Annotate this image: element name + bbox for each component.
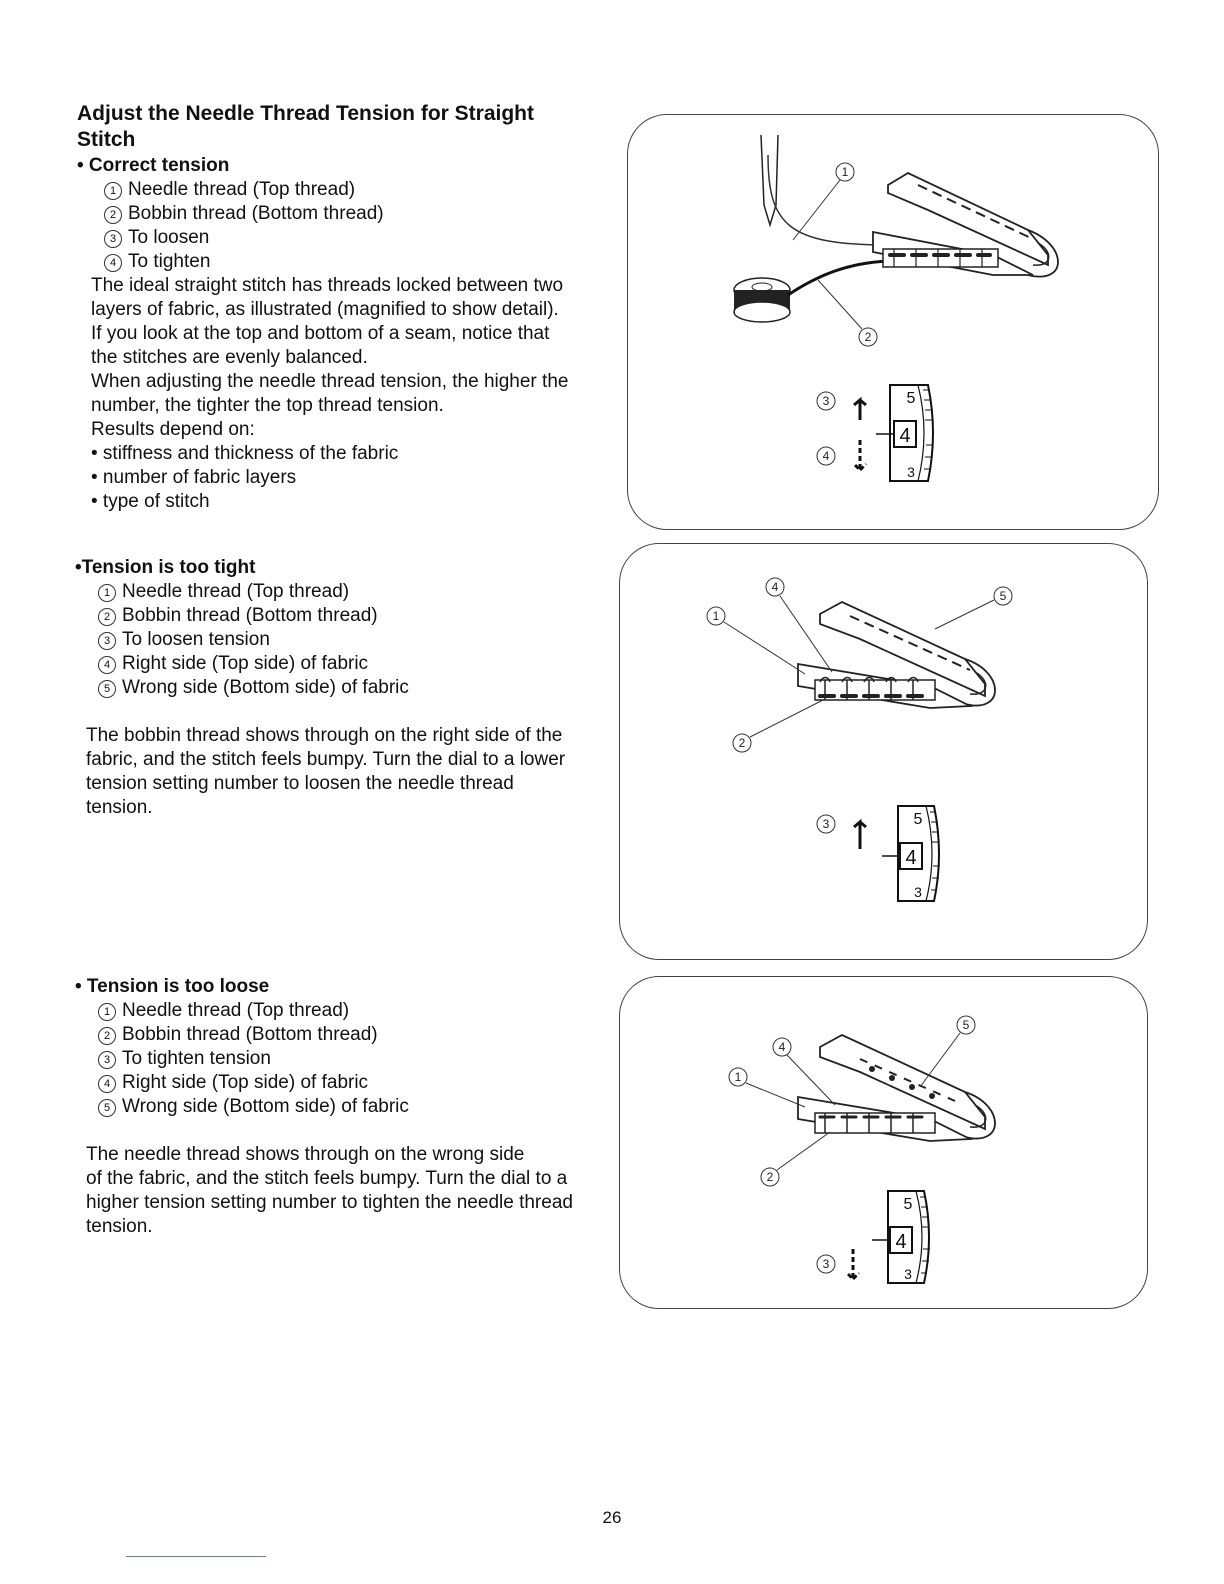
- list-item-label: To loosen: [128, 227, 210, 248]
- section-heading-too-tight: •Tension is too tight: [75, 557, 256, 578]
- section-heading-correct-tension: • Correct tension: [77, 155, 230, 176]
- callout-number: 4: [98, 656, 116, 674]
- list-item: [104, 202, 384, 226]
- page-title: Adjust the Needle Thread Tension for Straight Stitch: [77, 102, 534, 151]
- list-item-label: Needle thread (Top thread): [128, 179, 356, 200]
- list-item-label: To loosen tension: [122, 629, 270, 650]
- body-line: Results depend on:: [91, 419, 255, 440]
- body-line: of the fabric, and the stitch feels bumpy. Turn the dial to a: [86, 1168, 568, 1189]
- list-item-label: Bobbin thread (Bottom thread): [128, 203, 384, 224]
- callout-number: 2: [98, 1027, 116, 1045]
- callout-number: 3: [98, 632, 116, 650]
- callout-number: 4: [98, 1075, 116, 1093]
- dial-number-upper: 5: [903, 1196, 913, 1213]
- callout-number: 4: [104, 254, 122, 272]
- list-item: [104, 178, 355, 202]
- list-item-label: Wrong side (Bottom side) of fabric: [122, 677, 409, 698]
- body-line: higher tension setting number to tighten the needle thread: [86, 1192, 573, 1213]
- body-line: layers of fabric, as illustrated (magnified to show detail).: [91, 299, 559, 320]
- callout-2-label: 2: [864, 330, 872, 344]
- list-item: [98, 1047, 271, 1071]
- callout-5-label: 5: [962, 1018, 970, 1032]
- callout-number: 5: [98, 680, 116, 698]
- callout-number: 1: [104, 182, 122, 200]
- body-line: When adjusting the needle thread tension, the higher the: [91, 371, 569, 392]
- list-item: [98, 628, 270, 652]
- list-item-label: Wrong side (Bottom side) of fabric: [122, 1096, 409, 1117]
- callout-number: 3: [98, 1051, 116, 1069]
- dial-number-upper: 5: [913, 811, 923, 828]
- callout-number: 1: [98, 584, 116, 602]
- callout-2-label: 2: [738, 736, 746, 750]
- bullet-item: • type of stitch: [91, 491, 210, 512]
- dial-number-lower: 3: [914, 884, 922, 900]
- body-line: The bobbin thread shows through on the right side of the: [86, 725, 563, 746]
- callout-1-label: 1: [841, 165, 849, 179]
- bullet-item: • number of fabric layers: [91, 467, 297, 488]
- figure-correct-tension: [627, 114, 1159, 530]
- tighten-arrow-icon: [854, 440, 866, 470]
- body-line: The ideal straight stitch has threads locked between two: [91, 275, 564, 296]
- loosen-arrow-icon: [854, 400, 866, 420]
- callout-number: 2: [104, 206, 122, 224]
- correct-tension-illustration: [628, 115, 1158, 529]
- body-line: tension setting number to loosen the needle thread: [86, 773, 514, 794]
- body-line: fabric, and the stitch feels bumpy. Turn the dial to a lower: [86, 749, 566, 770]
- figure-too-loose: [619, 976, 1148, 1309]
- callout-2-label: 2: [766, 1170, 774, 1184]
- list-item: [98, 999, 349, 1023]
- callout-3-label: 3: [822, 394, 830, 408]
- list-item-label: Bobbin thread (Bottom thread): [122, 605, 378, 626]
- callout-1-label: 1: [734, 1070, 742, 1084]
- callout-5-label: 5: [999, 589, 1007, 603]
- section-heading-too-loose: • Tension is too loose: [75, 976, 270, 997]
- dial-number-lower: 3: [907, 464, 915, 480]
- list-item: [104, 250, 210, 274]
- callout-number: 3: [104, 230, 122, 248]
- list-item-label: Right side (Top side) of fabric: [122, 653, 369, 674]
- list-item: [104, 226, 209, 250]
- list-item: [98, 604, 378, 628]
- dial-number-upper: 5: [906, 390, 916, 407]
- list-item: [98, 1023, 378, 1047]
- footer-rule: [126, 1556, 266, 1557]
- dial-number-current: 4: [895, 1231, 907, 1253]
- list-item-label: Bobbin thread (Bottom thread): [122, 1024, 378, 1045]
- body-line: The needle thread shows through on the wrong side: [86, 1144, 525, 1165]
- body-line: If you look at the top and bottom of a seam, notice that: [91, 323, 550, 344]
- callout-4-label: 4: [771, 580, 779, 594]
- body-line: tension.: [86, 797, 153, 818]
- body-line: tension.: [86, 1216, 153, 1237]
- body-line: the stitches are evenly balanced.: [91, 347, 368, 368]
- loosen-arrow-icon: [854, 822, 866, 849]
- callout-number: 5: [98, 1099, 116, 1117]
- callout-4-label: 4: [778, 1040, 786, 1054]
- callout-number: 2: [98, 608, 116, 626]
- list-item-label: Right side (Top side) of fabric: [122, 1072, 369, 1093]
- list-item: [98, 1071, 368, 1095]
- body-line: number, the tighter the top thread tension.: [91, 395, 444, 416]
- figure-too-tight: [619, 543, 1148, 960]
- list-item: [98, 580, 349, 604]
- page-number: 26: [602, 1508, 622, 1527]
- list-item: [98, 1095, 409, 1119]
- dial-number-current: 4: [899, 425, 911, 447]
- callout-3-label: 3: [822, 1257, 830, 1271]
- callout-1-label: 1: [712, 609, 720, 623]
- dial-number-lower: 3: [904, 1266, 912, 1282]
- callout-3-label: 3: [822, 817, 830, 831]
- callout-number: 1: [98, 1003, 116, 1021]
- too-tight-illustration: [620, 544, 1147, 959]
- list-item: [98, 676, 409, 700]
- callout-4-label: 4: [822, 449, 830, 463]
- tighten-arrow-icon: [847, 1249, 859, 1279]
- list-item-label: To tighten: [128, 251, 211, 272]
- list-item-label: Needle thread (Top thread): [122, 581, 350, 602]
- list-item-label: Needle thread (Top thread): [122, 1000, 350, 1021]
- bobbin-thread-line: [788, 261, 888, 295]
- too-loose-illustration: [620, 977, 1147, 1308]
- dial-number-current: 4: [905, 847, 917, 869]
- list-item-label: To tighten tension: [122, 1048, 271, 1069]
- bullet-item: • stiffness and thickness of the fabric: [91, 443, 399, 464]
- list-item: [98, 652, 368, 676]
